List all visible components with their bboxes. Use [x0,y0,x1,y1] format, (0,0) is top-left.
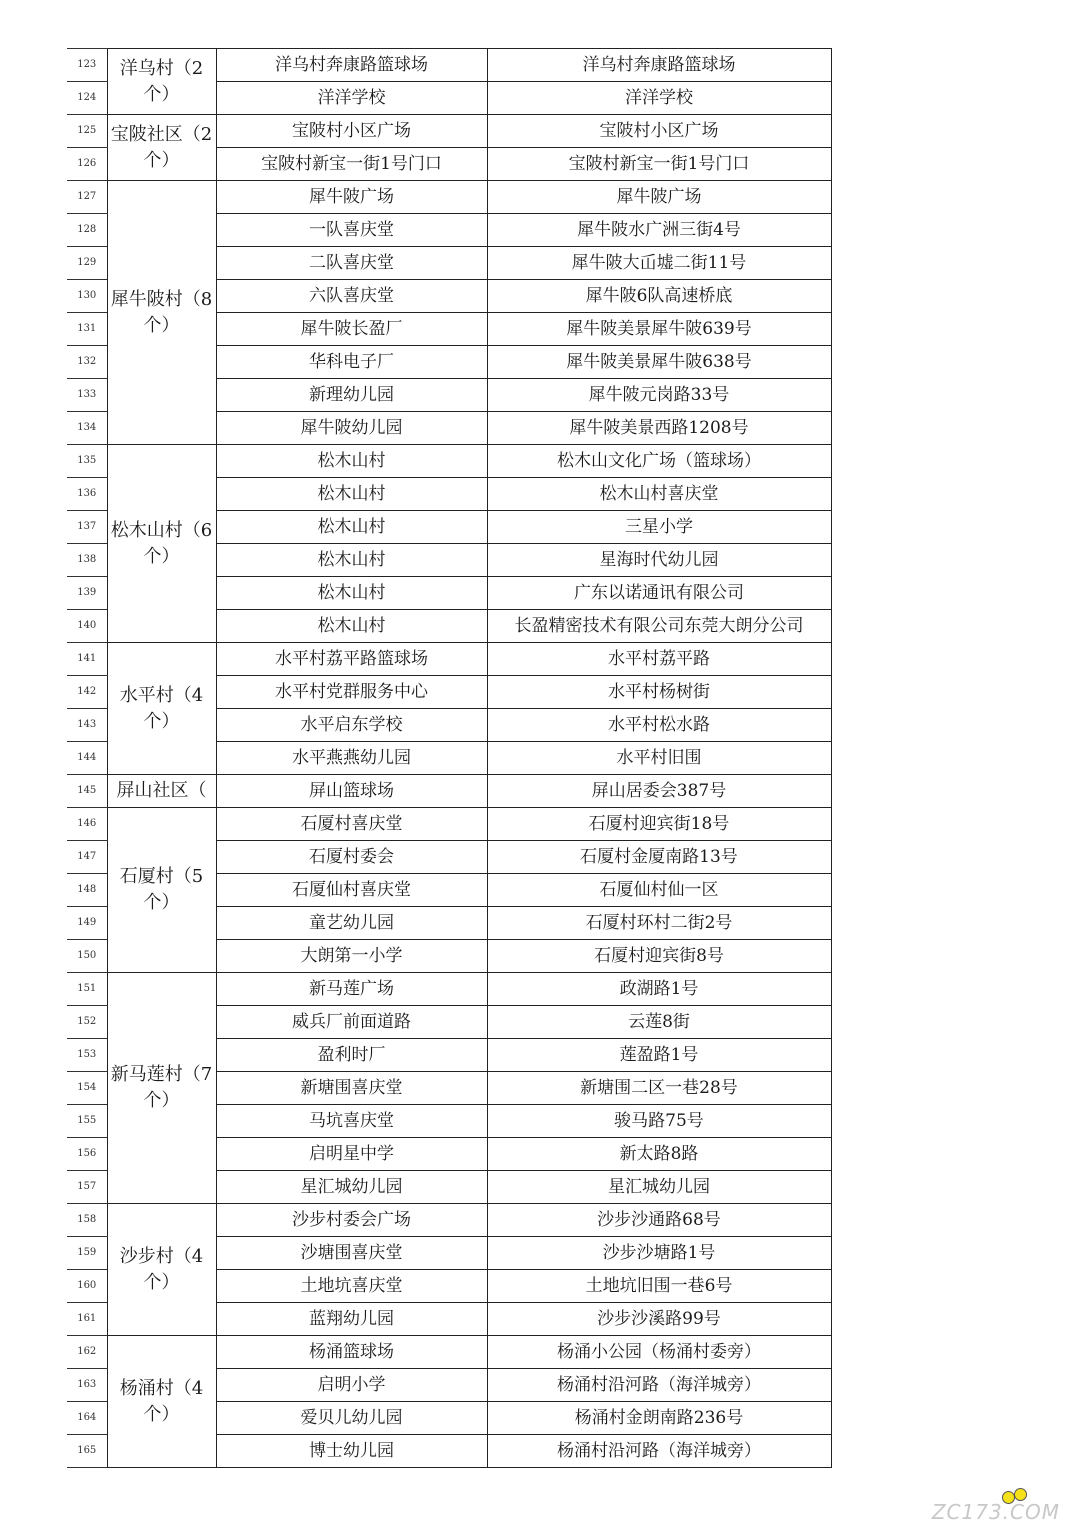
site-address: 犀牛陂元岗路33号 [487,379,831,412]
site-name: 星汇城幼儿园 [216,1171,487,1204]
site-address: 屏山居委会387号 [487,775,831,808]
row-number: 153 [67,1039,107,1072]
row-number: 152 [67,1006,107,1039]
row-number: 124 [67,82,107,115]
site-name: 童艺幼儿园 [216,907,487,940]
village-cell [107,1336,216,1468]
site-name: 一队喜庆堂 [216,214,487,247]
row-number: 133 [67,379,107,412]
site-name: 启明星中学 [216,1138,487,1171]
row-number: 151 [67,973,107,1006]
site-address: 犀牛陂美景西路1208号 [487,412,831,445]
site-address: 杨涌村沿河路（海洋城旁） [487,1369,831,1402]
row-number: 147 [67,841,107,874]
row-number: 126 [67,148,107,181]
site-address: 土地坑旧围一巷6号 [487,1270,831,1303]
site-name: 二队喜庆堂 [216,247,487,280]
village-name: 新马莲村（7个） [110,1064,213,1111]
village-name: 松木山村（6个） [110,519,213,567]
site-name: 水平启东学校 [216,709,487,742]
row-number: 157 [67,1171,107,1204]
table-row [67,643,831,676]
site-name: 犀牛陂幼儿园 [216,412,487,445]
site-address: 沙步沙塘路1号 [487,1237,831,1270]
site-name: 石厦仙村喜庆堂 [216,874,487,907]
row-number: 134 [67,412,107,445]
row-number: 123 [67,49,107,82]
village-name: 屏山社区（ [116,780,207,801]
village-cell [107,445,216,643]
row-number: 144 [67,742,107,775]
site-name: 新马莲广场 [216,973,487,1006]
village-name: 宝陂社区（2个） [110,123,213,171]
row-number: 142 [67,676,107,709]
site-address: 三星小学 [487,511,831,544]
village-cell [107,775,216,808]
row-number: 138 [67,544,107,577]
row-number: 162 [67,1336,107,1369]
site-name: 松木山村 [216,478,487,511]
site-address: 犀牛陂6队高速桥底 [487,280,831,313]
row-number: 127 [67,181,107,214]
site-address: 政湖路1号 [487,973,831,1006]
site-address: 水平村松水路 [487,709,831,742]
site-name: 水平村党群服务中心 [216,676,487,709]
site-address: 石厦村迎宾街18号 [487,808,831,841]
site-address: 骏马路75号 [487,1105,831,1138]
row-number: 130 [67,280,107,313]
site-name: 水平村荔平路篮球场 [216,643,487,676]
site-name: 威兵厂前面道路 [216,1006,487,1039]
site-name: 杨涌篮球场 [216,1336,487,1369]
site-address: 杨涌村沿河路（海洋城旁） [487,1435,831,1468]
row-number: 139 [67,577,107,610]
site-name: 松木山村 [216,577,487,610]
site-address: 沙步沙溪路99号 [487,1303,831,1336]
row-number: 136 [67,478,107,511]
site-name: 蓝翔幼儿园 [216,1303,487,1336]
site-name: 犀牛陂广场 [216,181,487,214]
site-name: 土地坑喜庆堂 [216,1270,487,1303]
row-number: 135 [67,445,107,478]
site-name: 启明小学 [216,1369,487,1402]
row-number: 143 [67,709,107,742]
site-name: 松木山村 [216,445,487,478]
site-address: 石厦村迎宾街8号 [487,940,831,973]
site-address: 石厦村环村二街2号 [487,907,831,940]
site-address: 松木山文化广场（篮球场） [487,445,831,478]
site-name: 宝陂村新宝一街1号门口 [216,148,487,181]
site-address: 杨涌村金朗南路236号 [487,1402,831,1435]
site-name: 马坑喜庆堂 [216,1105,487,1138]
row-number: 161 [67,1303,107,1336]
row-number: 163 [67,1369,107,1402]
site-address: 星汇城幼儿园 [487,1171,831,1204]
site-name: 屏山篮球场 [216,775,487,808]
village-name: 石厦村（5个） [119,866,204,913]
site-address: 犀牛陂大屲墟二街11号 [487,247,831,280]
site-name: 盈利时厂 [216,1039,487,1072]
site-name: 宝陂村小区广场 [216,115,487,148]
row-number: 160 [67,1270,107,1303]
row-number: 137 [67,511,107,544]
site-name: 松木山村 [216,511,487,544]
site-address: 新塘围二区一巷28号 [487,1072,831,1105]
site-name: 石厦村委会 [216,841,487,874]
village-cell [107,49,216,115]
site-address: 水平村旧围 [487,742,831,775]
village-name: 洋乌村（2个） [119,57,204,105]
village-name: 水平村（4个） [119,684,204,732]
site-address: 广东以诺通讯有限公司 [487,577,831,610]
village-cell [107,1204,216,1336]
site-address: 星海时代幼儿园 [487,544,831,577]
row-number: 149 [67,907,107,940]
site-name: 新塘围喜庆堂 [216,1072,487,1105]
village-cell [107,643,216,775]
row-number: 150 [67,940,107,973]
site-name: 华科电子厂 [216,346,487,379]
table-row [67,181,831,214]
row-number: 125 [67,115,107,148]
table-row [67,973,831,1006]
site-name: 博士幼儿园 [216,1435,487,1468]
row-number: 146 [67,808,107,841]
row-number: 156 [67,1138,107,1171]
site-name: 松木山村 [216,544,487,577]
table-row [67,445,831,478]
site-name: 水平燕燕幼儿园 [216,742,487,775]
row-number: 155 [67,1105,107,1138]
site-list-sheet [67,48,831,1468]
watermark: ZC173.COM [931,1500,1060,1524]
row-number: 132 [67,346,107,379]
site-name: 沙塘围喜庆堂 [216,1237,487,1270]
table-row [67,115,831,148]
site-address: 沙步沙通路68号 [487,1204,831,1237]
site-address: 长盈精密技术有限公司东莞大朗分公司 [487,610,831,643]
table-row [67,775,831,808]
site-name: 犀牛陂长盈厂 [216,313,487,346]
site-name: 沙步村委会广场 [216,1204,487,1237]
row-number: 131 [67,313,107,346]
site-address: 石厦仙村仙一区 [487,874,831,907]
row-number: 128 [67,214,107,247]
site-table-body [67,49,831,1468]
row-number: 129 [67,247,107,280]
site-name: 石厦村喜庆堂 [216,808,487,841]
village-cell [107,973,216,1204]
site-address: 云莲8街 [487,1006,831,1039]
row-number: 159 [67,1237,107,1270]
row-number: 141 [67,643,107,676]
site-name: 松木山村 [216,610,487,643]
row-number: 154 [67,1072,107,1105]
site-name: 大朗第一小学 [216,940,487,973]
site-name: 洋洋学校 [216,82,487,115]
site-address: 洋洋学校 [487,82,831,115]
site-address: 洋乌村奔康路篮球场 [487,49,831,82]
site-name: 爱贝儿幼儿园 [216,1402,487,1435]
row-number: 164 [67,1402,107,1435]
table-row [67,49,831,82]
site-address: 松木山村喜庆堂 [487,478,831,511]
table-row [67,1204,831,1237]
site-address: 犀牛陂美景犀牛陂638号 [487,346,831,379]
row-number: 140 [67,610,107,643]
site-address: 宝陂村新宝一街1号门口 [487,148,831,181]
village-cell [107,808,216,973]
site-address: 犀牛陂广场 [487,181,831,214]
table-row [67,1336,831,1369]
row-number: 148 [67,874,107,907]
site-name: 新理幼儿园 [216,379,487,412]
village-name: 杨涌村（4个） [119,1377,204,1425]
site-name: 六队喜庆堂 [216,280,487,313]
village-cell [107,181,216,445]
site-address: 石厦村金厦南路13号 [487,841,831,874]
site-address: 宝陂村小区广场 [487,115,831,148]
site-address: 莲盈路1号 [487,1039,831,1072]
site-address: 水平村荔平路 [487,643,831,676]
site-name: 洋乌村奔康路篮球场 [216,49,487,82]
site-table [67,48,832,1468]
site-address: 水平村杨树街 [487,676,831,709]
village-cell [107,115,216,181]
table-row [67,808,831,841]
row-number: 165 [67,1435,107,1468]
site-address: 犀牛陂美景犀牛陂639号 [487,313,831,346]
row-number: 158 [67,1204,107,1237]
row-number: 145 [67,775,107,808]
village-name: 犀牛陂村（8个） [110,288,213,336]
site-address: 新太路8路 [487,1138,831,1171]
village-name: 沙步村（4个） [119,1245,204,1293]
site-address: 犀牛陂水广洲三街4号 [487,214,831,247]
site-address: 杨涌小公园（杨涌村委旁） [487,1336,831,1369]
